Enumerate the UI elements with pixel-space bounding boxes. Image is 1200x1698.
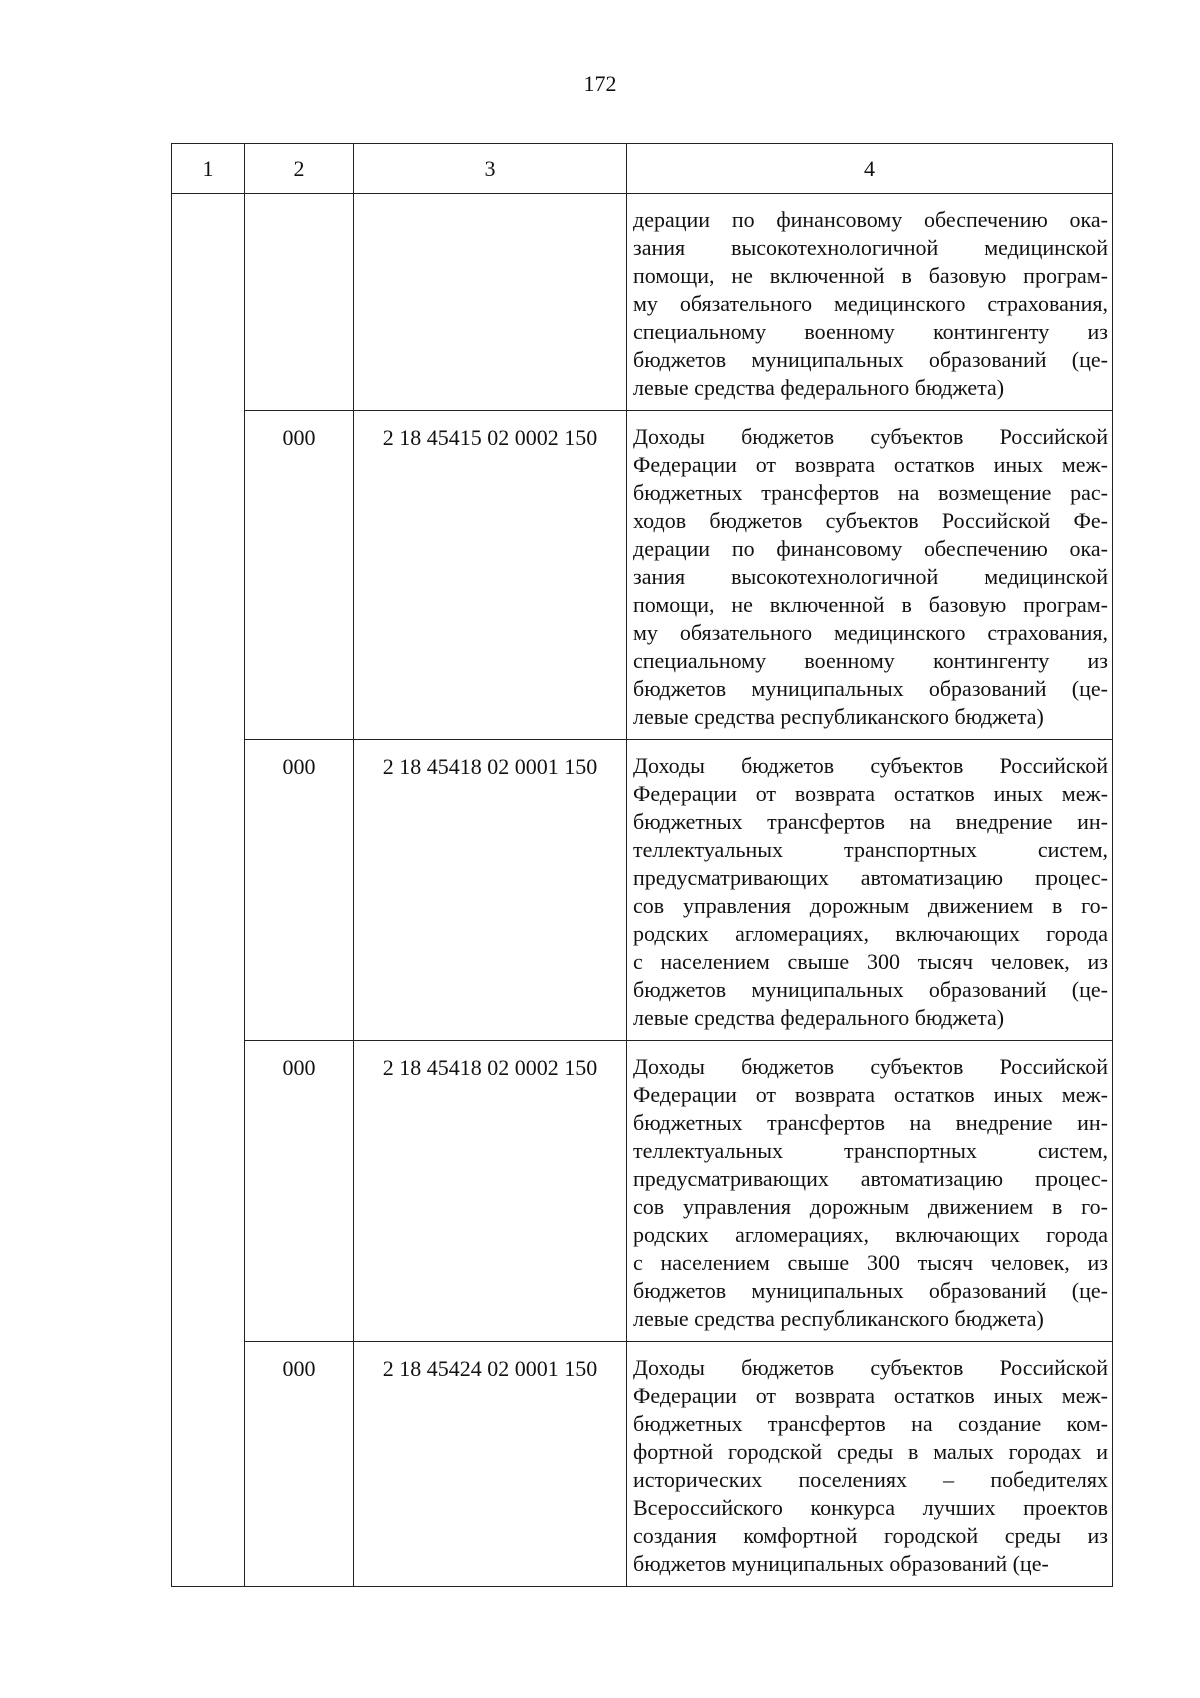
header-col-1: 1 xyxy=(172,144,245,194)
budget-code-cell: 2 18 45415 02 0002 150 xyxy=(354,411,627,740)
description-line: родских агломерациях, включающих города xyxy=(633,921,1108,946)
description-line: Федерации от возврата остатков иных меж- xyxy=(633,1383,1108,1408)
description-line: Доходы бюджетов субъектов Российской xyxy=(633,1054,1108,1079)
description-line: Федерации от возврата остатков иных меж- xyxy=(633,452,1108,477)
admin-code-cell: 000 xyxy=(245,1041,354,1342)
description-line: фортной городской среды в малых городах и xyxy=(633,1439,1108,1464)
description-line: бюджетов муниципальных образований (це- xyxy=(633,1551,1049,1576)
description-line: бюджетов муниципальных образований (це- xyxy=(633,977,1108,1002)
admin-code-cell: 000 xyxy=(245,1342,354,1587)
description-line: зания высокотехнологичной медицинской xyxy=(633,235,1108,260)
description-line: сов управления дорожным движением в го- xyxy=(633,1194,1108,1219)
description-cell xyxy=(627,1342,1113,1587)
description-line: Федерации от возврата остатков иных меж- xyxy=(633,781,1108,806)
description-line: специальному военному контингенту из xyxy=(633,648,1108,673)
description-line: с населением свыше 300 тысяч человек, из xyxy=(633,949,1108,974)
description-line: помощи, не включенной в базовую програм- xyxy=(633,592,1108,617)
description-line: бюджетов муниципальных образований (це- xyxy=(633,676,1108,701)
revenue-codes-table xyxy=(171,143,1113,1587)
admin-code-cell: 000 xyxy=(245,740,354,1041)
table-row xyxy=(172,1041,1113,1342)
description-line: Доходы бюджетов субъектов Российской xyxy=(633,1355,1108,1380)
header-col-4: 4 xyxy=(627,144,1113,194)
table-row xyxy=(172,740,1113,1041)
page-number: 172 xyxy=(583,71,617,96)
description-line: бюджетов муниципальных образований (це- xyxy=(633,1278,1108,1303)
description-line: сов управления дорожным движением в го- xyxy=(633,893,1108,918)
description-line: зания высокотехнологичной медицинской xyxy=(633,564,1108,589)
description-line: левые средства федерального бюджета) xyxy=(633,1005,1005,1030)
description-line: бюджетных трансфертов на внедрение ин- xyxy=(633,1110,1108,1135)
description-line: Всероссийского конкурса лучших проектов xyxy=(633,1495,1108,1520)
description-line: Доходы бюджетов субъектов Российской xyxy=(633,424,1108,449)
description-line: левые средства республиканского бюджета) xyxy=(633,1306,1044,1331)
budget-code-cell: 2 18 45424 02 0001 150 xyxy=(354,1342,627,1587)
budget-code-cell xyxy=(354,194,627,411)
table-row xyxy=(172,411,1113,740)
budget-code-cell: 2 18 45418 02 0002 150 xyxy=(354,1041,627,1342)
admin-code-cell: 000 xyxy=(245,411,354,740)
description-line: теллектуальных транспортных систем, xyxy=(633,837,1108,862)
description-cell xyxy=(627,1041,1113,1342)
description-line: бюджетных трансфертов на возмещение рас- xyxy=(633,480,1108,505)
header-col-2: 2 xyxy=(245,144,354,194)
description-line: левые средства федерального бюджета) xyxy=(633,375,1005,400)
description-line: дерации по финансовому обеспечению ока- xyxy=(633,536,1108,561)
budget-code-cell: 2 18 45418 02 0001 150 xyxy=(354,740,627,1041)
admin-code-cell xyxy=(245,194,354,411)
description-line: левые средства республиканского бюджета) xyxy=(633,704,1044,729)
first-column-cell xyxy=(172,194,245,1587)
description-line: теллектуальных транспортных систем, xyxy=(633,1138,1108,1163)
description-cell xyxy=(627,740,1113,1041)
description-line: ходов бюджетов субъектов Российской Фе- xyxy=(633,508,1108,533)
description-line: предусматривающих автоматизацию процес- xyxy=(633,1166,1108,1191)
description-line: бюджетов муниципальных образований (це- xyxy=(633,347,1108,372)
description-line: бюджетных трансфертов на создание ком- xyxy=(633,1411,1108,1436)
description-line: специальному военному контингенту из xyxy=(633,319,1108,344)
description-line: Федерации от возврата остатков иных меж- xyxy=(633,1082,1108,1107)
description-line: исторических поселениях – победителях xyxy=(633,1467,1108,1492)
description-line: создания комфортной городской среды из xyxy=(633,1523,1108,1548)
table-header-row xyxy=(172,144,1113,194)
description-line: бюджетных трансфертов на внедрение ин- xyxy=(633,809,1108,834)
description-cell xyxy=(627,194,1113,411)
header-col-3: 3 xyxy=(354,144,627,194)
description-line: Доходы бюджетов субъектов Российской xyxy=(633,753,1108,778)
description-line: дерации по финансовому обеспечению ока- xyxy=(633,207,1108,232)
description-line: му обязательного медицинского страхования, xyxy=(633,620,1108,645)
description-line: му обязательного медицинского страхования, xyxy=(633,291,1108,316)
table-body xyxy=(172,194,1113,1587)
description-cell xyxy=(627,411,1113,740)
description-line: родских агломерациях, включающих города xyxy=(633,1222,1108,1247)
description-line: предусматривающих автоматизацию процес- xyxy=(633,865,1108,890)
table-row xyxy=(172,194,1113,411)
description-line: помощи, не включенной в базовую програм- xyxy=(633,263,1108,288)
description-line: с населением свыше 300 тысяч человек, из xyxy=(633,1250,1108,1275)
table-row xyxy=(172,1342,1113,1587)
